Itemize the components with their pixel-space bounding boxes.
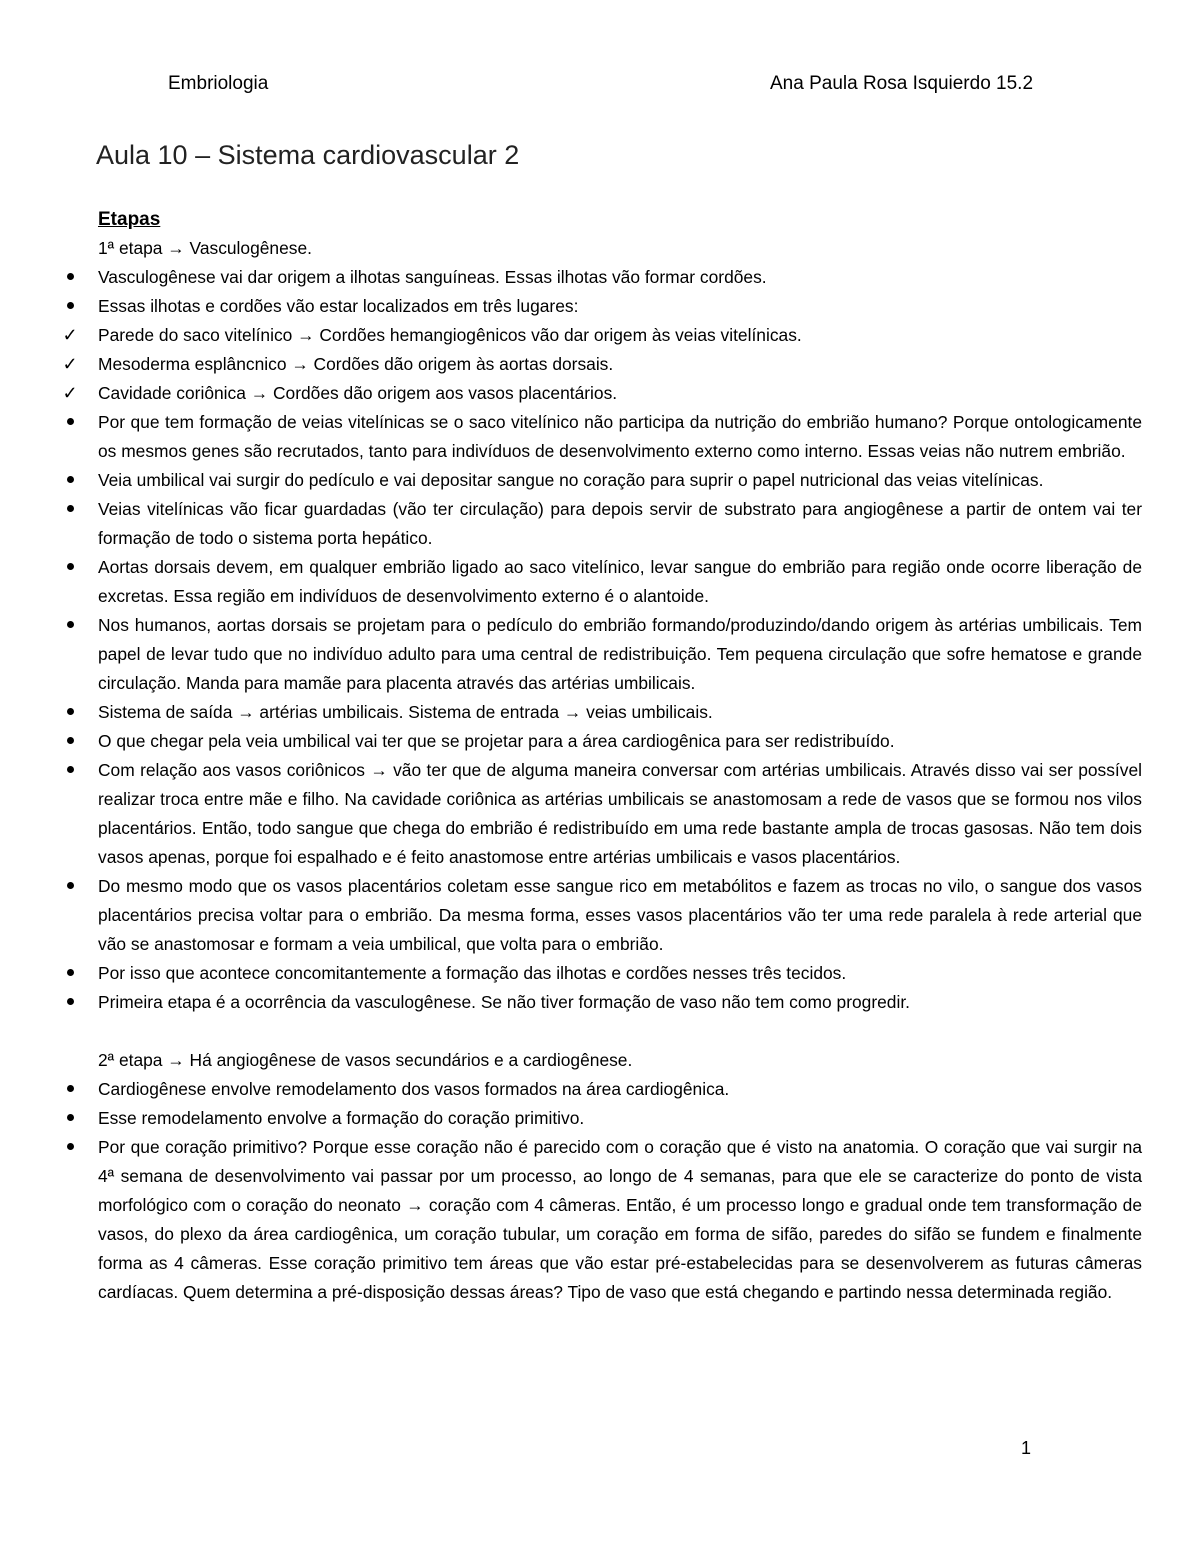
page-title: Aula 10 – Sistema cardiovascular 2 xyxy=(96,140,520,170)
document-body xyxy=(62,205,1142,1307)
list-item xyxy=(62,379,1142,408)
list-item xyxy=(98,1075,1142,1104)
checkmark-icon: ✓ xyxy=(62,383,78,403)
list-item xyxy=(98,495,1142,553)
list-item xyxy=(98,756,1142,872)
list-item xyxy=(98,959,1142,988)
bullet-icon xyxy=(60,959,80,988)
list-item xyxy=(98,611,1142,698)
bullet-icon xyxy=(60,872,80,901)
list-item xyxy=(98,292,1142,321)
bullet-icon xyxy=(60,263,80,292)
list-item xyxy=(98,727,1142,756)
section-heading: Etapas xyxy=(98,209,161,230)
list-item-text: Mesoderma esplâncnico → Cordões dão origem às aortas dorsais. xyxy=(98,354,614,374)
step-1-list xyxy=(62,263,1142,1017)
list-item-text: Nos humanos, aortas dorsais se projetam para o pedículo do embrião formando/produzindo/dando origem às artérias umbilicais. Tem papel de levar tudo que no indivíduo adulto para uma central de redistribuição. Tem pequena circulação que sofre hematose e grande circulação. Manda para mamãe para placenta através das artérias umbilicais. xyxy=(98,615,1142,693)
header-subject: Embriologia xyxy=(168,73,269,94)
list-item-text: Parede do saco vitelínico → Cordões hemangiogênicos vão dar origem às veias vitelínicas. xyxy=(98,325,802,345)
step-1-heading: 1ª etapa → Vasculogênese. xyxy=(98,238,312,258)
checkmark-icon: ✓ xyxy=(62,325,78,345)
bullet-icon xyxy=(60,1075,80,1104)
bullet-icon xyxy=(60,553,80,582)
list-item-text: Cavidade coriônica → Cordões dão origem aos vasos placentários. xyxy=(98,383,618,403)
bullet-icon xyxy=(60,1133,80,1162)
bullet-icon xyxy=(60,495,80,524)
bullet-icon xyxy=(60,408,80,437)
list-item-text: Com relação aos vasos coriônicos → vão ter que de alguma maneira conversar com artérias umbilicais. Através disso vai ser possível realizar troca entre mãe e filho. Na cavidade coriônica as artérias umbilicais se anastomosam a rede de vasos que se formou nos vilos placentários. Então, todo sangue que chega do embrião é redistribuído em uma rede bastante ampla de trocas gasosas. Não tem dois vasos apenas, porque foi espalhado e é feito anastomose entre artérias umbilicais e vasos placentários. xyxy=(98,760,1142,867)
list-item-text: Por que tem formação de veias vitelínicas se o saco vitelínico não participa da nutrição do embrião humano? Porque ontologicamente os mesmos genes são recrutados, tanto para indivíduos de desenvolvimento externo como interno. Essas veias não nutrem embrião. xyxy=(98,412,1142,461)
list-item xyxy=(98,1104,1142,1133)
list-item-text: Do mesmo modo que os vasos placentários coletam esse sangue rico em metabólitos e fazem as trocas no vilo, o sangue dos vasos placentários precisa voltar para o embrião. Da mesma forma, esses vasos placentários vão ter uma rede paralela à rede arterial que vão se anastomosar e formam a veia umbilical, que volta para o embrião. xyxy=(98,876,1142,954)
list-item xyxy=(98,408,1142,466)
list-item xyxy=(98,553,1142,611)
bullet-icon xyxy=(60,698,80,727)
list-item-text: Por que coração primitivo? Porque esse coração não é parecido com o coração que é visto na anatomia. O coração que vai surgir na 4ª semana de desenvolvimento vai passar por um processo, ao longo de 4 semanas, para que ele se caracterize do ponto de vista morfológico com o coração do neonato → coração com 4 câmeras. Então, é um processo longo e gradual onde tem transformação de vasos, do plexo da área cardiogênica, um coração tubular, um coração em forma de sifão, paredes do sifão se fundem e finalmente forma as 4 câmeras. Esse coração primitivo tem áreas que vão estar pré-estabelecidas para se desenvolverem as futuras câmeras cardíacas. Quem determina a pré-disposição dessas áreas? Tipo de vaso que está chegando e partindo nessa determinada região. xyxy=(98,1137,1142,1302)
bullet-icon xyxy=(60,988,80,1017)
bullet-icon xyxy=(60,756,80,785)
list-item xyxy=(62,350,1142,379)
checkmark-icon: ✓ xyxy=(62,354,78,374)
list-item-text: Cardiogênese envolve remodelamento dos vasos formados na área cardiogênica. xyxy=(98,1079,730,1099)
header-author: Ana Paula Rosa Isquierdo 15.2 xyxy=(770,73,1034,94)
list-item xyxy=(98,872,1142,959)
bullet-icon xyxy=(60,1104,80,1133)
list-item-text: Por isso que acontece concomitantemente a formação das ilhotas e cordões nesses três tecidos. xyxy=(98,963,847,983)
list-item xyxy=(62,321,1142,350)
list-item xyxy=(98,988,1142,1017)
list-item-text: Primeira etapa é a ocorrência da vasculogênese. Se não tiver formação de vaso não tem como progredir. xyxy=(98,992,911,1012)
list-item xyxy=(98,1133,1142,1307)
list-item xyxy=(98,698,1142,727)
step-2-list xyxy=(98,1075,1142,1307)
bullet-icon xyxy=(60,611,80,640)
list-item xyxy=(98,466,1142,495)
list-item-text: Essas ilhotas e cordões vão estar localizados em três lugares: xyxy=(98,296,579,316)
step-2-heading: 2ª etapa → Há angiogênese de vasos secundários e a cardiogênese. xyxy=(98,1050,633,1070)
list-item-text: Sistema de saída → artérias umbilicais. Sistema de entrada → veias umbilicais. xyxy=(98,702,713,722)
list-item-text: Veia umbilical vai surgir do pedículo e vai depositar sangue no coração para suprir o papel nutricional das veias vitelínicas. xyxy=(98,470,1044,490)
bullet-icon xyxy=(60,292,80,321)
list-item-text: Vasculogênese vai dar origem a ilhotas sanguíneas. Essas ilhotas vão formar cordões. xyxy=(98,267,767,287)
page-number: 1 xyxy=(1021,1438,1032,1458)
bullet-icon xyxy=(60,466,80,495)
list-item-text: Esse remodelamento envolve a formação do coração primitivo. xyxy=(98,1108,585,1128)
spacer xyxy=(98,1017,1142,1046)
list-item-text: Veias vitelínicas vão ficar guardadas (vão ter circulação) para depois servir de substrato para angiogênese a partir de ontem vai ter formação de todo o sistema porta hepático. xyxy=(98,499,1142,548)
list-item xyxy=(98,263,1142,292)
list-item-text: Aortas dorsais devem, em qualquer embrião ligado ao saco vitelínico, levar sangue do embrião para região onde ocorre liberação de excretas. Essa região em indivíduos de desenvolvimento externo é o alantoide. xyxy=(98,557,1142,606)
bullet-icon xyxy=(60,727,80,756)
list-item-text: O que chegar pela veia umbilical vai ter que se projetar para a área cardiogênica para ser redistribuído. xyxy=(98,731,895,751)
